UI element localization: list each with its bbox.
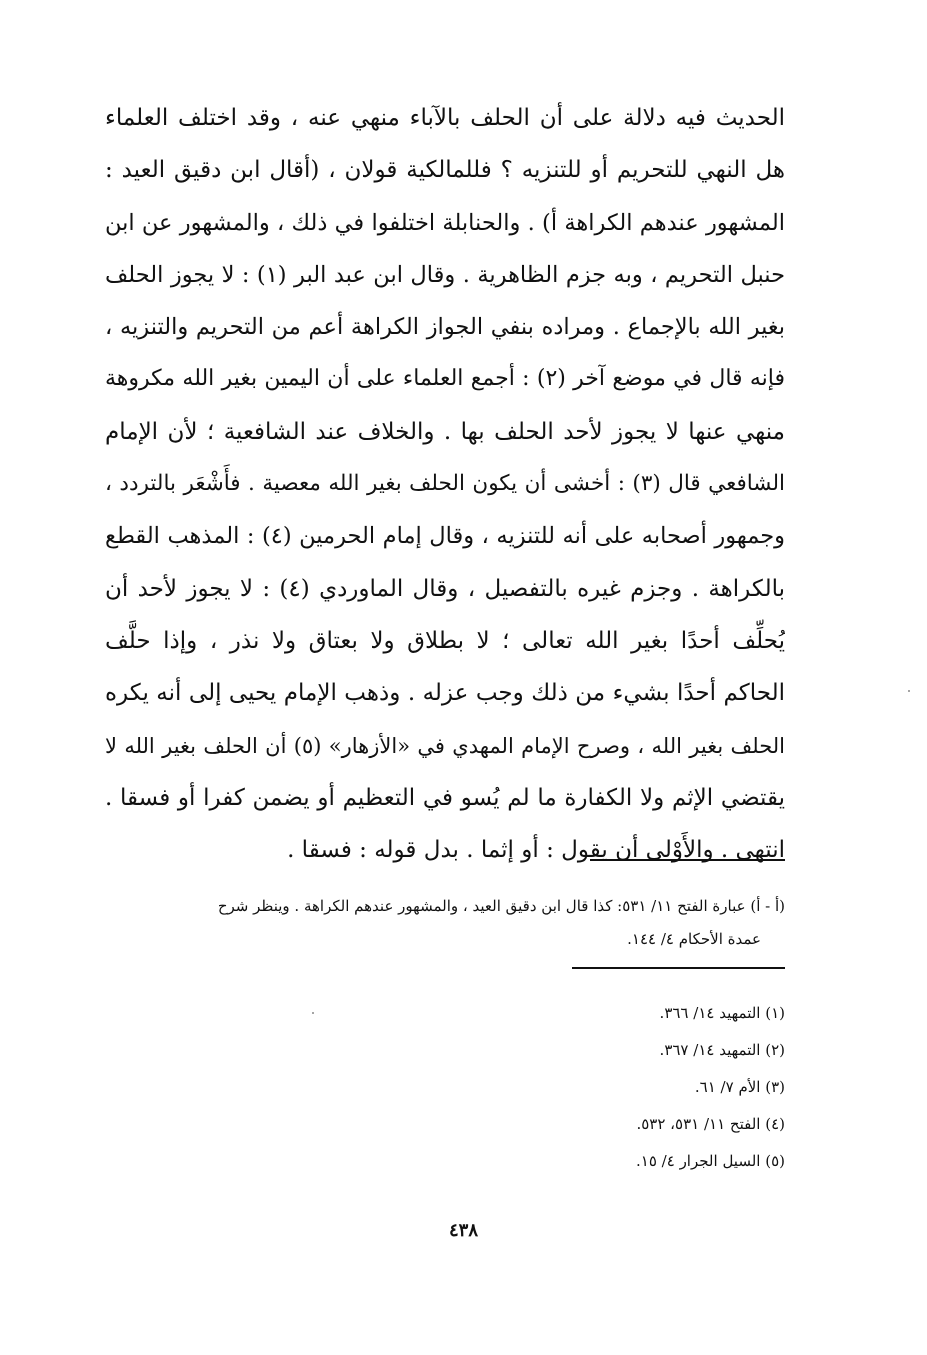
text-line: هل النهي للتحريم أو للتنزيه ؟ فللمالكية قولان ، (أقال ابن دقيق العيد : (105, 157, 785, 184)
scan-speck (312, 1012, 314, 1014)
scan-speck (908, 690, 910, 692)
text-line-last: انتهى . والأَوْلى أن يقول : أو إثما . بدل قوله : فسقا . (287, 837, 785, 864)
footnote: (٢) التمهيد ١٤/ ٣٦٧. (659, 1041, 785, 1059)
text-line: فإنه قال في موضع آخر (٢) : أجمع العلماء على أن اليمين بغير الله مكروهة (105, 366, 785, 392)
footnote-separator (572, 967, 785, 969)
editor-note-line: عمدة الأحكام ٤/ ١٤٤. (627, 930, 761, 948)
text-line: الشافعي قال (٣) : أخشى أن يكون الحلف بغير الله معصية . فأَشْعَر بالتردد ، (105, 471, 785, 497)
text-line: الحاكم أحدًا بشيء من ذلك وجب عزله . وذهب الإمام يحيى إلى أنه يكره (105, 680, 785, 707)
text-line: وجمهور أصحابه على أنه للتنزيه ، وقال إمام الحرمين (٤) : المذهب القطع (105, 523, 785, 550)
editor-note-line: (أ - أ) عبارة الفتح ١١/ ٥٣١: كذا قال ابن دقيق العيد ، والمشهور عندهم الكراهة . وينظر شرح (217, 897, 785, 915)
text-line: يُحلِّف أحدًا بغير الله تعالى ؛ لا بطلاق ولا بعتاق ولا نذر ، وإذا حلَّف (105, 627, 785, 654)
footnote-separator (590, 859, 785, 861)
footnote: (٤) الفتح ١١/ ٥٣١، ٥٣٢. (636, 1115, 785, 1133)
text-line: الحديث فيه دلالة على أن الحلف بالآباء منهي عنه ، وقد اختلف العلماء (105, 105, 785, 131)
footnote: (١) التمهيد ١٤/ ٣٦٦. (659, 1004, 785, 1022)
text-line: منهي عنها لا يجوز لأحد الحلف بها . والخلاف عند الشافعية ؛ لأن الإمام (105, 418, 785, 445)
main-text (105, 92, 785, 876)
text-line: الحلف بغير الله ، وصرح الإمام المهدي في «الأزهار» (٥) أن الحلف بغير الله لا (105, 733, 785, 758)
text-line: بالكراهة . وجزم غيره بالتفصيل ، وقال الماوردي (٤) : لا يجوز لأحد أن (105, 575, 785, 602)
text-line: بغير الله بالإجماع . ومراده بنفي الجواز الكراهة أعم من التحريم والتنزيه ، (105, 314, 785, 341)
footnote: (٥) السيل الجرار ٤/ ١٥. (636, 1152, 785, 1170)
text-line: حنبل التحريم ، وبه جزم الظاهرية . وقال ابن عبد البر (١) : لا يجوز الحلف (105, 261, 785, 288)
text-line: يقتضي الإثم ولا الكفارة ما لم يُسو في التعظيم أو يضمن كفرا أو فسقا . (105, 784, 785, 811)
page-number: ٤٣٨ (448, 1220, 478, 1241)
footnote: (٣) الأم ٧/ ٦١. (694, 1078, 785, 1096)
text-line: المشهور عندهم الكراهة أ) . والحنابلة اختلفوا في ذلك ، والمشهور عن ابن (105, 209, 785, 236)
editor-note (110, 890, 785, 956)
footnotes (110, 995, 785, 1180)
